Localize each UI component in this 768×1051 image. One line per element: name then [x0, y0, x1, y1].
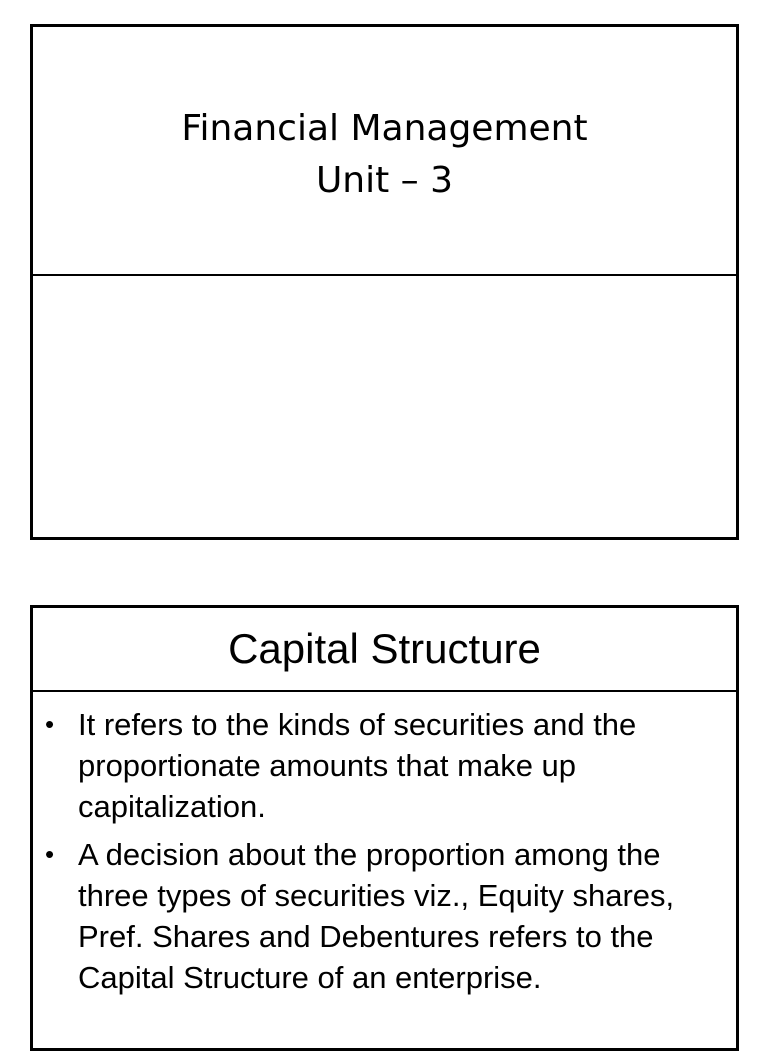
list-item — [45, 834, 722, 998]
title-slide-header — [33, 27, 736, 276]
bullet-icon: • — [45, 709, 55, 739]
bullet-list — [33, 692, 736, 998]
bullet-text: It refers to the kinds of securities and the proportionate amounts that make up capitalization. — [78, 707, 637, 824]
slide-title: Capital Structure — [228, 625, 541, 672]
slide-title-bar — [33, 608, 736, 692]
title-slide — [30, 24, 739, 540]
course-title: Financial Management — [181, 107, 588, 149]
bullet-text: A decision about the proportion among the three types of securities viz., Equity shares, Pref. Shares and Debentures refers to the Capital Structure of an enterprise. — [78, 837, 675, 995]
list-item — [45, 704, 722, 827]
unit-label: Unit – 3 — [315, 159, 454, 201]
bullet-icon: • — [45, 839, 55, 869]
capital-structure-slide — [30, 605, 739, 1051]
